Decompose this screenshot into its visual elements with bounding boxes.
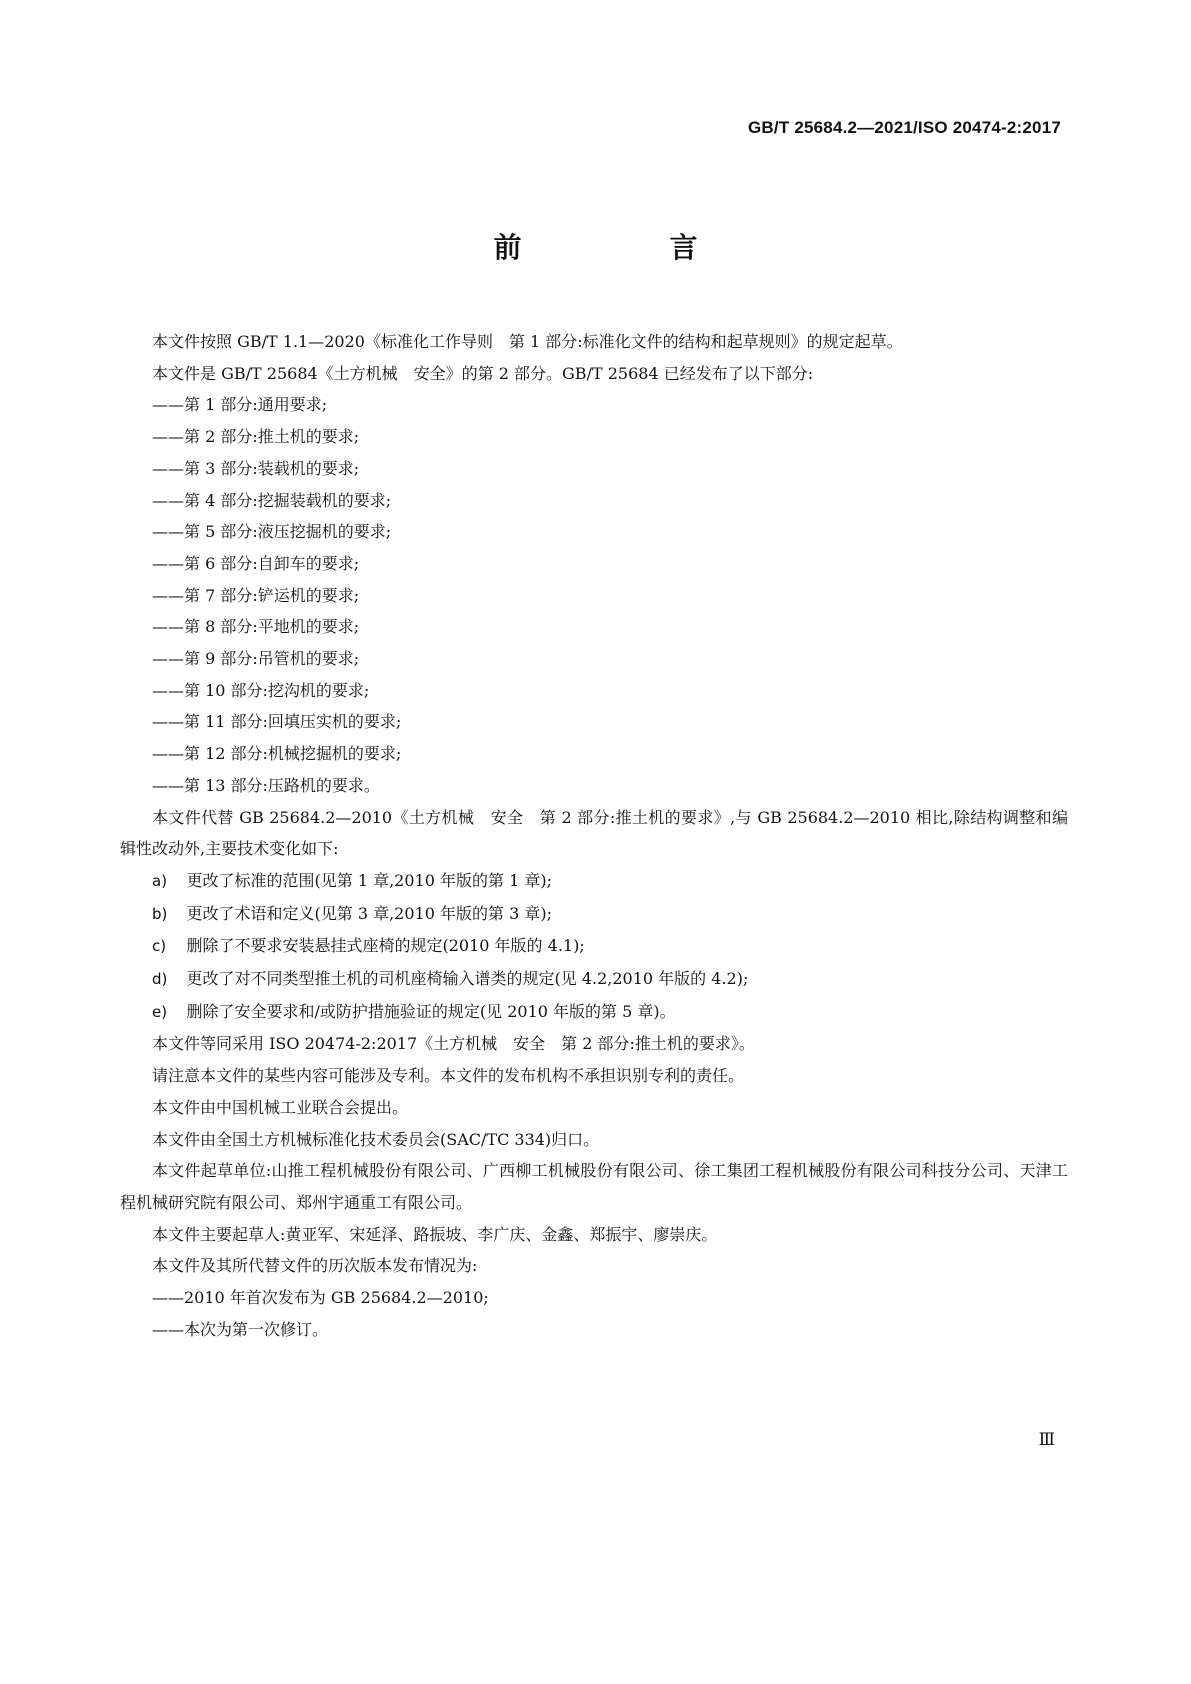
standard-code-header: GB/T 25684.2—2021/ISO 20474-2:2017 — [748, 118, 1061, 137]
list-item: ——第 12 部分:机械挖掘机的要求; — [152, 744, 402, 764]
list-item: ——第 7 部分:铲运机的要求; — [152, 585, 360, 605]
change-label: e) — [152, 1002, 168, 1021]
list-item: ——第 5 部分:液压挖掘机的要求; — [152, 522, 392, 542]
change-label: d) — [152, 970, 168, 989]
list-item: ——第 9 部分:吊管机的要求; — [152, 649, 360, 669]
list-item: ——第 2 部分:推土机的要求; — [152, 427, 360, 447]
change-text: 更改了对不同类型推土机的司机座椅输入谱类的规定(见 4.2,2010 年版的 4.2); — [186, 969, 749, 989]
paragraph-equivalence: 本文件等同采用 ISO 20474-2:2017《土方机械 安全 第 2 部分:推土机的要求》。 — [152, 1034, 755, 1054]
change-item — [120, 996, 1068, 1029]
list-item: ——第 3 部分:装载机的要求; — [152, 458, 360, 478]
changes-list — [120, 865, 1068, 1029]
paragraph-drafters: 本文件主要起草人:黄亚军、宋延泽、路振坡、李广庆、金鑫、郑振宇、廖崇庆。 — [152, 1224, 718, 1244]
change-text: 删除了安全要求和/或防护措施验证的规定(见 2010 年版的第 5 章)。 — [186, 1001, 676, 1021]
change-text: 更改了标准的范围(见第 1 章,2010 年版的第 1 章); — [186, 870, 552, 890]
paragraph-history: 本文件及其所代替文件的历次版本发布情况为: — [152, 1256, 478, 1276]
list-item: ——第 13 部分:压路机的要求。 — [152, 775, 380, 795]
list-item: ——本次为第一次修订。 — [152, 1319, 329, 1339]
list-item: ——第 8 部分:平地机的要求; — [152, 617, 360, 637]
change-item — [120, 898, 1068, 931]
parts-list — [120, 389, 1068, 801]
list-item: ——第 10 部分:挖沟机的要求; — [152, 680, 370, 700]
page-number: Ⅲ — [1038, 1430, 1055, 1449]
paragraph-drafting-units: 本文件起草单位:山推工程机械股份有限公司、广西柳工机械股份有限公司、徐工集团工程机械股份有限公司科技分公司、天津工程机械研究院有限公司、郑州宇通重工有限公司。 — [120, 1161, 1068, 1212]
change-item — [120, 930, 1068, 963]
list-item: ——第 4 部分:挖掘装载机的要求; — [152, 490, 392, 510]
list-item: ——第 6 部分:自卸车的要求; — [152, 553, 360, 573]
change-label: c) — [152, 937, 167, 956]
change-label: a) — [152, 871, 168, 890]
list-item: ——第 11 部分:回填压实机的要求; — [152, 712, 402, 732]
list-item: ——第 1 部分:通用要求; — [152, 395, 328, 415]
change-text: 更改了术语和定义(见第 3 章,2010 年版的第 3 章); — [186, 903, 552, 923]
page-title: 前 言 — [493, 231, 758, 264]
paragraph-drafting-rules: 本文件按照 GB/T 1.1—2020《标准化工作导则 第 1 部分:标准化文件的结构和起草规则》的规定起草。 — [152, 332, 903, 351]
change-item — [120, 865, 1068, 898]
change-text: 删除了不要求安装悬挂式座椅的规定(2010 年版的 4.1); — [186, 936, 585, 956]
paragraph-patent-notice: 请注意本文件的某些内容可能涉及专利。本文件的发布机构不承担识别专利的责任。 — [152, 1066, 745, 1086]
paragraph-committee: 本文件由全国土方机械标准化技术委员会(SAC/TC 334)归口。 — [152, 1129, 600, 1149]
change-label: b) — [152, 904, 168, 923]
list-item: ——2010 年首次发布为 GB 25684.2—2010; — [152, 1288, 489, 1308]
paragraph-series-parts: 本文件是 GB/T 25684《土方机械 安全》的第 2 部分。GB/T 25684 已经发布了以下部分: — [152, 363, 814, 383]
paragraph-proposer: 本文件由中国机械工业联合会提出。 — [152, 1097, 409, 1117]
preface-body — [120, 326, 1068, 1346]
paragraph-replaces: 本文件代替 GB 25684.2—2010《土方机械 安全 第 2 部分:推土机的要求》,与 GB 25684.2—2010 相比,除结构调整和编辑性改动外,主要技术变化如下: — [120, 807, 1068, 859]
change-item — [120, 963, 1068, 996]
history-list — [120, 1282, 1068, 1345]
